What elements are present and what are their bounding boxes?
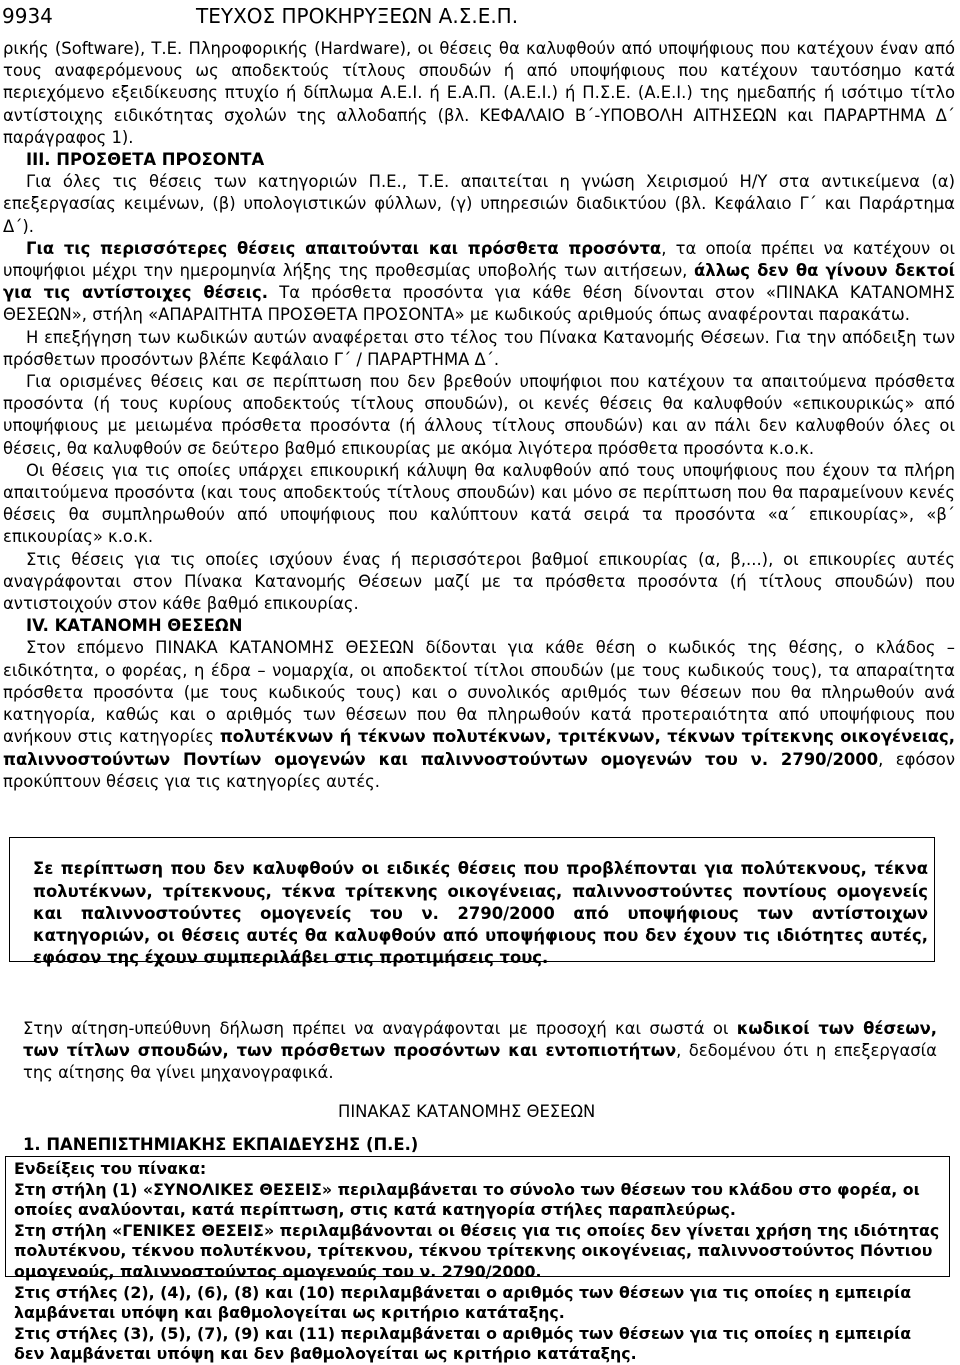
application-note — [23, 1018, 937, 1085]
table-title: ΠΙΝΑΚΑΣ ΚΑΤΑΝΟΜΗΣ ΘΕΣΕΩΝ — [338, 1102, 596, 1121]
legend-item: Στη στήλη (1) «ΣΥΝΟΛΙΚΕΣ ΘΕΣΕΙΣ» περιλαμβάνεται το σύνολο των θέσεων του κλάδου στο φορέα, οι οποίες αναλύονται, κατά περίπτωση, στις κατά κατηγορία στήλες παραπλεύρως. — [14, 1179, 920, 1220]
paragraph-auxiliary-degrees: Στις θέσεις για τις οποίες ισχύουν ένας ή περισσότεροι βαθμοί επικουρίας (α, β,...), οι επικουρίες αυτές αναγράφονται στον Πίνακα Κατανομής Θέσεων μαζί με τα πρόσθετα προσόντα (ή τίτλους σπουδών) που αντιστοιχούν στον κάθε βαθμό επικουρίας. — [3, 549, 955, 614]
paragraph-application — [23, 1018, 937, 1085]
notice-box — [9, 837, 935, 968]
body-text: , εφόσον προκύπτουν θέσεις για τις κατηγορίες αυτές. — [3, 749, 955, 791]
body-text: Στην αίτηση-υπεύθυνη δήλωση πρέπει να αναγράφονται με προσοχή και σωστά οι — [23, 1019, 737, 1038]
table-legend-box — [5, 1156, 950, 1364]
section-heading-iii: ΙΙΙ. ΠΡΟΣΘΕΤΑ ΠΡΟΣΟΝΤΑ — [26, 150, 265, 170]
body-text: , τα οποία πρέπει να κατέχουν οι υποψήφιοι μέχρι την ημερομηνία λήξης της προθεσμίας υποβολής των αιτήσεων, — [3, 238, 956, 281]
paragraph-auxiliary-coverage: Για ορισμένες θέσεις και σε περίπτωση που δεν βρεθούν υποψήφιοι που κατέχουν τα απαιτούμενα πρόσθετα προσόντα (ή τους κυρίους αποδεκτούς τίτλους σπουδών), οι κενές θέσεις θα καλυφθούν «επικουρικώς» από υποψήφιους με μειωμένα πρόσθετα προσόντα (ή άλλους τίτλους σπουδών) και αν πάλι δεν καλυφθούν όλες οι θέσεις, θα καλυφθούν σε δεύτερο βαθμό επικουρίας με ακόμα λιγότερα πρόσθετα προσόντα κ.ο.κ. — [3, 372, 955, 458]
section-heading-iv: ΙV. ΚΑΤΑΝΟΜΗ ΘΕΣΕΩΝ — [26, 616, 243, 636]
notice-text: Σε περίπτωση που δεν καλυφθούν οι ειδικές θέσεις που προβλέπονται για πολύτεκνους, τέκνα πολυτέκνων, τρίτεκνους, τέκνα τρίτεκνης οικογένειας, παλιννοστούντες ποντίους ομογενείς και παλιννοστούντες ομογενείς του ν. 2790/2000 από υποψήφιους των αντίστοιχων κατηγοριών, οι θέσεις αυτές θα καλυφθούν από υποψήφιους που δεν έχουν τις ιδιότητες αυτές, εφόσον της έχουν συμπεριλάβει στις προτιμήσεις τους. — [33, 859, 928, 968]
paragraph-continuation: ρικής (Software), Τ.Ε. Πληροφορικής (Hardware), οι θέσεις θα καλυφθούν από υποψήφιους που κατέχουν έναν από τους αναφερόμενους ως αποδεκτούς τίτλους σπουδών ή από υποψήφιους που κατέχουν ταυτόσημο κατά περιεχόμενο εξειδίκευσης πτυχίο ή δίπλωμα Α.Ε.Ι. ή Ε.Α.Π. (Α.Ε.Ι.) ή Π.Σ.Ε. (Α.Ε.Ι.) της ημεδαπής ή ισότιμο τίτλο αντίστοιχης ειδικότητας σχολών της αλλοδαπής (βλ. ΚΕΦΑΛΑΙΟ Β΄-ΥΠΟΒΟΛΗ ΑΙΤΗΣΕΩΝ και ΠΑΡΑΡΤΗΜΑ Δ΄ παράγραφος 1). — [3, 39, 955, 147]
paragraph-additional-qualifications — [3, 238, 955, 327]
paragraph-position-allocation — [3, 637, 955, 792]
paragraph-auxiliary-order: Οι θέσεις για τις οποίες υπάρχει επικουρική κάλυψη θα καλυφθούν από τους υποψήφιους που έχουν τα πλήρη απαιτούμενα προσόντα (και τους αποδεκτούς τίτλους σπουδών) και μόνο σε περίπτωση που θα παραμείνουν κενές θέσεις θα συμπληρωθούν από υποψήφιους που καλύπτουν κατά σειρά τα προσόντα «α΄ επικουρίας», «β΄ επικουρίας» κ.ο.κ. — [3, 460, 955, 547]
main-text — [3, 38, 955, 793]
page-number: 9934 — [2, 4, 53, 28]
paragraph-codes-explanation: Η επεξήγηση των κωδικών αυτών αναφέρεται στο τέλος του Πίνακα Κατανομής Θέσεων. Για την απόδειξη των πρόσθετων προσόντων βλέπε Κεφάλαιο Γ΄ / ΠΑΡΑΡΤΗΜΑ Δ΄. — [3, 327, 955, 369]
body-text: Στον επόμενο ΠΙΝΑΚΑ ΚΑΤΑΝΟΜΗΣ ΘΕΣΕΩΝ δίδονται για κάθε θέση ο κωδικός της θέσης, ο κλάδος – ειδικότητα, ο φορέας, η έδρα – νομαρχία, οι αποδεκτοί τίτλοι σπουδών (με τους κωδικούς τους), τα απαραίτητα πρόσθετα προσόντα (με τους κωδικούς τους) και ο συνολικός αριθμός των θέσεων που θα πληρωθούν ανά κατηγορία, καθώς και ο αριθμός των θέσεων που θα πληρωθούν κατά προτεραιότητα από υποψήφιους που ανήκουν στις κατηγορίες — [3, 638, 955, 747]
legend-item: Στη στήλη «ΓΕΝΙΚΕΣ ΘΕΣΕΙΣ» περιλαμβάνονται οι θέσεις για τις οποίες δεν γίνεται χρήση της ιδιότητας πολυτέκνου, τέκνου πολυτέκνου, τρίτεκνου, τέκνου τρίτεκνης οικογένειας, παλιννοστούντος Πόντιου ομογενούς, παλιννοστούντος ομογενούς του ν. 2790/2000. — [14, 1220, 940, 1281]
legend-item: Στις στήλες (3), (5), (7), (9) και (11) περιλαμβάνεται ο αριθμός των θέσεων για τις οποίες η εμπειρία δεν λαμβάνεται υπόψη και δεν βαθμολογείται ως κριτήριο κατάταξης. — [14, 1323, 912, 1364]
emphasis-text: πολυτέκνων ή τέκνων πολυτέκνων, τριτέκνων, τέκνων τρίτεκνης οικογένειας, παλιννοστούντων Ποντίων ομογενών και παλιννοστούντων ομογενών του ν. 2790/2000 — [3, 727, 956, 769]
body-text: Τα πρόσθετα προσόντα για κάθε θέση δίνονται στον «ΠΙΝΑΚΑ ΚΑΤΑΝΟΜΗΣ ΘΕΣΕΩΝ», στήλη «ΑΠΑΡΑΙΤΗΤΑ ΠΡΟΣΘΕΤΑ ΠΡΟΣΟΝΤΑ» με κωδικούς αριθμούς όπως αναφέρονται παρακάτω. — [3, 283, 955, 325]
emphasis-text: άλλως δεν θα γίνουν δεκτοί για τις αντίστοιχες θέσεις. — [3, 261, 955, 303]
issue-title: ΤΕΥΧΟΣ ΠΡΟΚΗΡΥΞΕΩΝ Α.Σ.Ε.Π. — [196, 4, 519, 28]
page-header — [0, 2, 960, 30]
paragraph-computer-skills: Για όλες τις θέσεις των κατηγοριών Π.Ε., Τ.Ε. απαιτείται η γνώση Χειρισμού Η/Υ στα αντικείμενα (α) επεξεργασίας κειμένων, (β) υπολογιστικών φύλλων, (γ) υπηρεσιών διαδικτύου (βλ. Κεφάλαιο Γ΄ και Παράρτημα Δ΄). — [3, 172, 955, 236]
emphasis-text: κωδικοί των θέσεων, των τίτλων σπουδών, των πρόσθετων προσόντων και εντοπιοτήτων — [23, 1019, 937, 1061]
legend-heading: Ενδείξεις του πίνακα: — [14, 1159, 207, 1178]
legend-item: Στις στήλες (2), (4), (6), (8) και (10) περιλαμβάνεται ο αριθμός των θέσεων για τις οποίες η εμπειρία λαμβάνεται υπόψη και βαθμολογείται ως κριτήριο κατάταξης. — [14, 1282, 912, 1323]
body-text: , δεδομένου ότι η επεξεργασία της αίτησης θα γίνει μηχανογραφικά. — [23, 1041, 937, 1083]
section-title: 1. ΠΑΝΕΠΙΣΤΗΜΙΑΚΗΣ ΕΚΠΑΙΔΕΥΣΗΣ (Π.Ε.) — [23, 1135, 419, 1154]
emphasis-text: Για τις περισσότερες θέσεις απαιτούνται και πρόσθετα προσόντα — [26, 238, 662, 258]
